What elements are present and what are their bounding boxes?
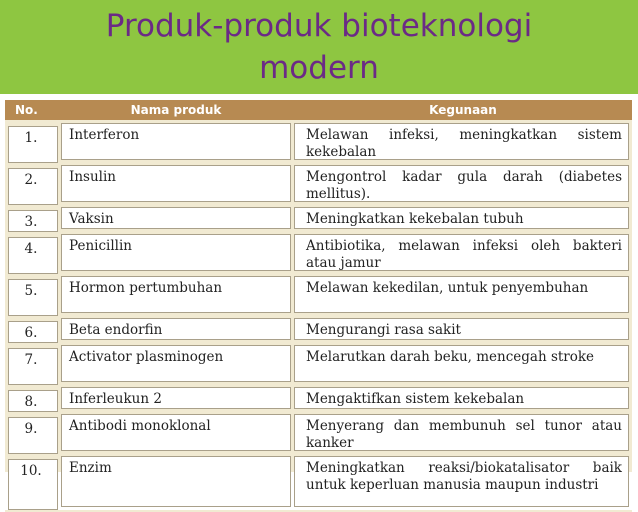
product-use-cell xyxy=(294,123,632,165)
row-number-cell xyxy=(5,387,58,414)
product-name-cell xyxy=(58,276,294,318)
product-use: Mengurangi rasa sakit xyxy=(294,318,629,340)
product-use-cell xyxy=(294,414,632,456)
product-name-cell xyxy=(58,165,294,207)
product-name-cell xyxy=(58,414,294,456)
product-name-cell xyxy=(58,123,294,165)
product-name: Activator plasminogen xyxy=(61,345,291,382)
header-nama-produk: Nama produk xyxy=(58,100,294,123)
product-name: Enzim xyxy=(61,456,291,507)
product-name: Interferon xyxy=(61,123,291,160)
product-use: Melawan kekedilan, untuk penyembuhan xyxy=(294,276,629,313)
product-use: Meningkatkan reaksi/biokatalisator baik untuk keperluan manusia maupun industri xyxy=(294,456,629,507)
table-row xyxy=(5,414,632,456)
product-use: Melawan infeksi, meningkatkan sistem kekebalan xyxy=(294,123,629,160)
product-use: Antibiotika, melawan infeksi oleh bakteri atau jamur xyxy=(294,234,629,271)
header-no: No. xyxy=(5,100,58,123)
header-kegunaan: Kegunaan xyxy=(294,100,632,123)
table-row xyxy=(5,165,632,207)
row-number: 7. xyxy=(8,348,58,385)
row-number: 1. xyxy=(8,126,58,163)
product-use-cell xyxy=(294,165,632,207)
row-number-cell xyxy=(5,456,58,512)
product-name-cell xyxy=(58,234,294,276)
row-number-cell xyxy=(5,165,58,207)
product-use-cell xyxy=(294,456,632,512)
product-use: Meningkatkan kekebalan tubuh xyxy=(294,207,629,229)
row-number-cell xyxy=(5,414,58,456)
row-number-cell xyxy=(5,276,58,318)
row-number: 8. xyxy=(8,390,58,412)
product-name: Inferleukun 2 xyxy=(61,387,291,409)
table-header-row xyxy=(5,100,632,123)
product-name-cell xyxy=(58,456,294,512)
product-name-cell xyxy=(58,345,294,387)
row-number: 4. xyxy=(8,237,58,274)
row-number: 9. xyxy=(8,417,58,454)
product-name-cell xyxy=(58,387,294,414)
row-number-cell xyxy=(5,318,58,345)
products-table-container xyxy=(5,100,632,493)
product-name-cell xyxy=(58,207,294,234)
table-row xyxy=(5,318,632,345)
row-number: 6. xyxy=(8,321,58,343)
product-name: Insulin xyxy=(61,165,291,202)
product-use-cell xyxy=(294,345,632,387)
row-number: 10. xyxy=(8,459,58,510)
product-name: Hormon pertumbuhan xyxy=(61,276,291,313)
products-table xyxy=(5,100,632,512)
table-row xyxy=(5,207,632,234)
product-use-cell xyxy=(294,276,632,318)
slide-title-line-1: Produk-produk bioteknologi xyxy=(105,8,533,44)
product-name-cell xyxy=(58,318,294,345)
table-row xyxy=(5,234,632,276)
product-use-cell xyxy=(294,234,632,276)
slide-title-line-2: modern xyxy=(259,50,379,86)
product-use: Mengaktifkan sistem kekebalan xyxy=(294,387,629,409)
product-use: Mengontrol kadar gula darah (diabetes mellitus). xyxy=(294,165,629,202)
product-name: Penicillin xyxy=(61,234,291,271)
row-number-cell xyxy=(5,207,58,234)
product-use: Menyerang dan membunuh sel tunor atau kanker xyxy=(294,414,629,451)
table-row xyxy=(5,387,632,414)
row-number: 5. xyxy=(8,279,58,316)
row-number-cell xyxy=(5,345,58,387)
row-number: 2. xyxy=(8,168,58,205)
product-name: Beta endorfin xyxy=(61,318,291,340)
table-row xyxy=(5,276,632,318)
table-row xyxy=(5,345,632,387)
product-use-cell xyxy=(294,387,632,414)
product-name: Vaksin xyxy=(61,207,291,229)
table-row xyxy=(5,123,632,165)
row-number-cell xyxy=(5,234,58,276)
row-number-cell xyxy=(5,123,58,165)
product-use-cell xyxy=(294,318,632,345)
product-use-cell xyxy=(294,207,632,234)
table-row xyxy=(5,456,632,512)
product-use: Melarutkan darah beku, mencegah stroke xyxy=(294,345,629,382)
product-name: Antibodi monoklonal xyxy=(61,414,291,451)
row-number: 3. xyxy=(8,210,58,232)
